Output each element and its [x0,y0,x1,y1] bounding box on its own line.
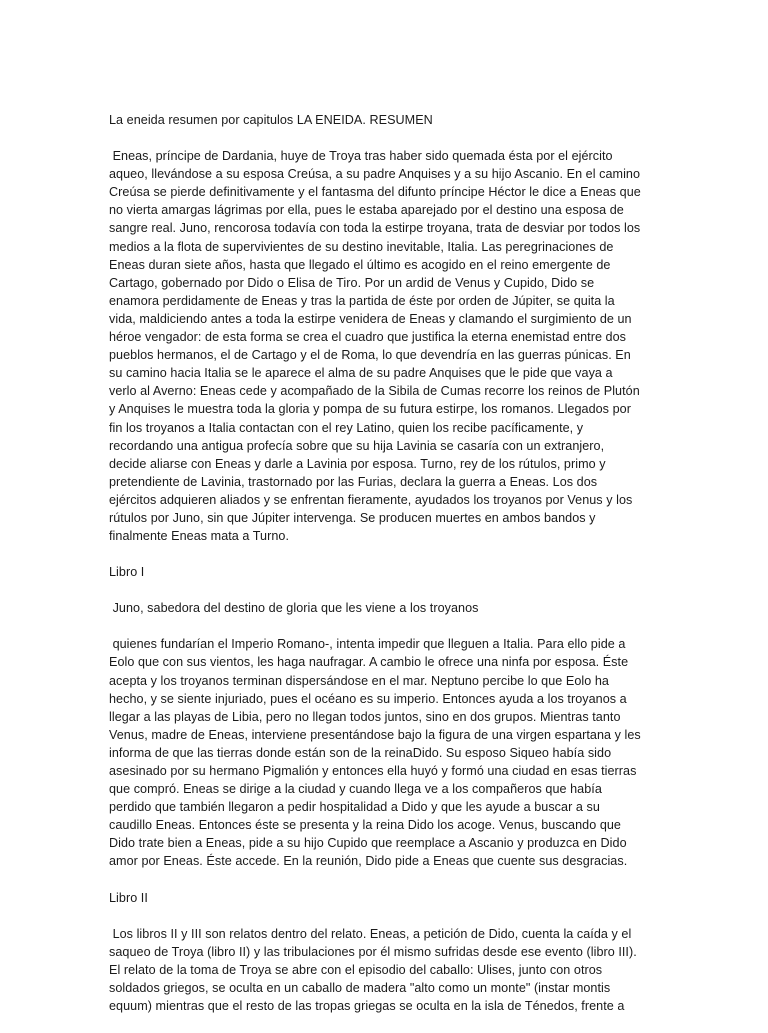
document-title: La eneida resumen por capitulos LA ENEIDA. RESUMEN [109,113,433,127]
book-1-heading: Libro I [109,565,145,580]
summary-paragraph: Eneas, príncipe de Dardania, huye de Troya tras haber sido quemada ésta por el ejército aqueo, llevándose a su esposa Creúsa, a su padre Anquises y a su hijo Ascanio. En el camino Creúsa se pierde definitivamente y el fantasma del difunto príncipe Héctor le dice a Eneas que no vierta amargas lágrimas por ella, pues le estaba aparejado por el destino una esposa de sangre real. Juno, rencorosa todavía con toda la estirpe troyana, trata de desviar por todos los medios a la flota de supervivientes de su destino inevitable, Italia. Las peregrinaciones de Eneas duran siete años, hasta que llegado el último es acogido en el reino emergente de Cartago, gobernado por Dido o Elisa de Tiro. Por un ardid de Venus y Cupido, Dido se enamora perdidamente de Eneas y tras la partida de éste por orden de Júpiter, se quita la vida, maldiciendo antes a toda la estirpe venidera de Eneas y clamando el surgimiento de un héroe vengador: de esta forma se crea el cuadro que justifica la eterna enemistad entre dos pueblos hermanos, el de Cartago y el de Roma, lo que devendría en las guerras púnicas. En su camino hacia Italia se le aparece el alma de su padre Anquises que le pide que vaya a verlo al Averno: Eneas cede y acompañado de la Sibila de Cumas recorre los reinos de Plutón y Anquises le muestra toda la gloria y pompa de su futura estirpe, los romanos. Llegados por fin los troyanos a Italia contactan con el rey Latino, quien los recibe pacíficamente, y recordando una antigua profecía sobre que su hija Lavinia se casaría con un extranjero, decide aliarse con Eneas y darle a Lavinia por esposa. Turno, rey de los rútulos, primo y pretendiente de Lavinia, trastornado por las Furias, declara la guerra a Eneas. Los dos ejércitos adquieren aliados y se enfrentan fieramente, ayudados los troyanos por Venus y los rútulos por Juno, sin que Júpiter intervenga. Se producen muertes en ambos bandos y finalmente Eneas mata a Turno. [109,149,645,544]
book-2-heading: Libro II [109,890,148,905]
book-1-paragraph: quienes fundarían el Imperio Romano-, intenta impedir que lleguen a Italia. Para ello pide a Eolo que con sus vientos, les haga naufragar. A cambio le ofrece una ninfa por esposa. Éste acepta y los troyanos terminan dispersándose en el mar. Neptuno percibe lo que Eolo ha hecho, y se siente injuriado, pues el océano es su imperio. Entonces ayuda a los troyanos a llegar a las playas de Libia, pero no llegan todos juntos, sino en dos grupos. Mientras tanto Venus, madre de Eneas, interviene presentándose bajo la figura de una virgen espartana y les informa de que las tierras donde están son de la reinaDido. Su esposo Siqueo había sido asesinado por su hermano Pigmalión y entonces ella huyó y formó una ciudad en esas tierras que compró. Eneas se dirige a la ciudad y cuando llega ve a los compañeros que había perdido que también llegaron a pedir hospitalidad a Dido y que les ayude a buscar a su caudillo Eneas. Entonces éste se presenta y la reina Dido los acoge. Venus, buscando que Dido trate bien a Eneas, pide a su hijo Cupido que reemplace a Ascanio y produzca en Dido amor por Eneas. Éste accede. En la reunión, Dido pide a Eneas que cuente sus desgracias. [109,637,645,869]
book-2-paragraph: Los libros II y III son relatos dentro del relato. Eneas, a petición de Dido, cuenta la caída y el saqueo de Troya (libro II) y las tribulaciones por él mismo sufridas desde ese evento (libro III). El relato de la toma de Troya se abre con el episodio del caballo: Ulises, junto con otros soldados griegos, se oculta en un caballo de madera "alto como un monte" (instar montis equum) mientras que el resto de las tropas griegas se oculta en la isla de Ténedos, frente a [109,926,641,1014]
document-body [109,111,645,1033]
book-1-intro: Juno, sabedora del destino de gloria que les viene a los troyanos [109,601,479,616]
